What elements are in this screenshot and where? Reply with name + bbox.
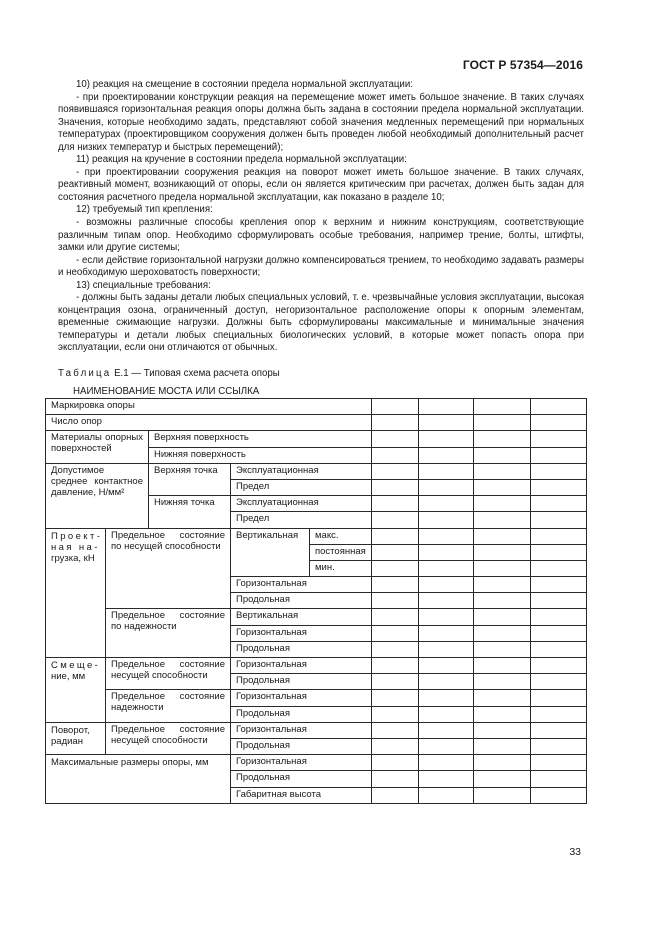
- value-cell[interactable]: [419, 674, 474, 690]
- value-cell[interactable]: [419, 560, 474, 576]
- longitudinal-label: Продольная: [231, 738, 372, 754]
- value-cell[interactable]: [531, 706, 587, 722]
- value-cell[interactable]: [531, 415, 587, 431]
- value-cell[interactable]: [531, 625, 587, 641]
- value-cell[interactable]: [372, 577, 419, 593]
- value-cell[interactable]: [372, 479, 419, 495]
- value-cell[interactable]: [531, 560, 587, 576]
- value-cell[interactable]: [372, 415, 419, 431]
- design-load-line: Проект-: [51, 530, 103, 542]
- value-cell[interactable]: [474, 787, 531, 803]
- value-cell[interactable]: [474, 447, 531, 463]
- value-cell[interactable]: [419, 593, 474, 609]
- paragraph: 10) реакция на смещение в состоянии предела нормальной эксплуатации:: [76, 79, 413, 90]
- value-cell[interactable]: [474, 560, 531, 576]
- value-cell[interactable]: [419, 496, 474, 512]
- value-cell[interactable]: [372, 496, 419, 512]
- horizontal-label: Горизонтальная: [231, 755, 372, 771]
- table-caption-title: Е.1 — Типовая схема расчета опоры: [114, 368, 280, 379]
- value-cell[interactable]: [419, 528, 474, 544]
- table-row: [46, 431, 587, 447]
- value-cell[interactable]: [419, 658, 474, 674]
- min-label: мин.: [310, 560, 372, 576]
- value-cell[interactable]: [474, 641, 531, 657]
- value-cell[interactable]: [474, 593, 531, 609]
- table-row: [46, 399, 587, 415]
- value-cell[interactable]: [474, 528, 531, 544]
- value-cell[interactable]: [531, 771, 587, 787]
- value-cell[interactable]: [474, 690, 531, 706]
- value-cell[interactable]: [531, 463, 587, 479]
- paragraph: - при проектировании сооружения реакция на поворот может иметь большое значение. В таких случаях, реактивный момент, возникающий от опоры, если он является критическим при расчетах, должен быть задан для состояния расчетного предела нормальной эксплуатации, как показано в разделе 10;: [58, 166, 584, 203]
- displacement-line: ние, мм: [51, 671, 86, 682]
- design-load-line: ная на-: [51, 541, 100, 553]
- value-cell[interactable]: [531, 674, 587, 690]
- value-cell[interactable]: [419, 738, 474, 754]
- value-cell[interactable]: [531, 787, 587, 803]
- value-cell[interactable]: [372, 722, 419, 738]
- value-cell[interactable]: [474, 512, 531, 528]
- paragraph: 11) реакция на кручение в состоянии предела нормальной эксплуатации:: [76, 154, 407, 166]
- value-cell[interactable]: [531, 593, 587, 609]
- horizontal-label: Горизонтальная: [231, 625, 372, 641]
- body-text: [58, 79, 584, 355]
- value-cell[interactable]: [531, 738, 587, 754]
- value-cell[interactable]: [531, 447, 587, 463]
- operational-label: Эксплуатационная: [231, 496, 372, 512]
- table-caption-label: Таблица: [58, 368, 112, 379]
- value-cell[interactable]: [372, 658, 419, 674]
- support-count-label: Число опор: [46, 415, 372, 431]
- value-cell[interactable]: [372, 544, 419, 560]
- value-cell[interactable]: [419, 447, 474, 463]
- displacement-line: Смеще-: [51, 660, 101, 671]
- horizontal-label: Горизонтальная: [231, 577, 372, 593]
- value-cell[interactable]: [531, 479, 587, 495]
- value-cell[interactable]: [531, 544, 587, 560]
- value-cell[interactable]: [531, 722, 587, 738]
- horizontal-label: Горизонтальная: [231, 658, 372, 674]
- value-cell[interactable]: [419, 706, 474, 722]
- value-cell[interactable]: [372, 641, 419, 657]
- value-cell[interactable]: [372, 755, 419, 771]
- paragraph: 12) требуемый тип крепления:: [76, 204, 213, 216]
- value-cell[interactable]: [474, 463, 531, 479]
- page-number: 33: [569, 846, 581, 858]
- value-cell[interactable]: [372, 560, 419, 576]
- value-cell[interactable]: [474, 674, 531, 690]
- value-cell[interactable]: [419, 609, 474, 625]
- value-cell[interactable]: [372, 447, 419, 463]
- value-cell[interactable]: [531, 609, 587, 625]
- longitudinal-label: Продольная: [231, 593, 372, 609]
- value-cell[interactable]: [474, 544, 531, 560]
- value-cell[interactable]: [531, 690, 587, 706]
- design-load-line: грузка, кН: [51, 552, 95, 564]
- rotation-label: Поворот, радиан: [46, 722, 106, 754]
- value-cell[interactable]: [372, 431, 419, 447]
- ls-bearing-label: Предельное состояние по несущей способности: [106, 528, 231, 609]
- value-cell[interactable]: [419, 479, 474, 495]
- value-cell[interactable]: [474, 658, 531, 674]
- value-cell[interactable]: [419, 512, 474, 528]
- value-cell[interactable]: [531, 577, 587, 593]
- value-cell[interactable]: [531, 399, 587, 415]
- value-cell[interactable]: [474, 706, 531, 722]
- max-label: макс.: [310, 528, 372, 544]
- value-cell[interactable]: [531, 512, 587, 528]
- value-cell[interactable]: [474, 415, 531, 431]
- table-row: [46, 415, 587, 431]
- value-cell[interactable]: [372, 738, 419, 754]
- value-cell[interactable]: [419, 771, 474, 787]
- value-cell[interactable]: [419, 787, 474, 803]
- horizontal-label: Горизонтальная: [231, 690, 372, 706]
- bridge-name-label: НАИМЕНОВАНИЕ МОСТА ИЛИ ССЫЛКА: [73, 386, 260, 397]
- value-cell[interactable]: [474, 771, 531, 787]
- value-cell[interactable]: [419, 544, 474, 560]
- longitudinal-label: Продольная: [231, 706, 372, 722]
- value-cell[interactable]: [372, 399, 419, 415]
- constant-label: постоянная: [310, 544, 372, 560]
- value-cell[interactable]: [419, 625, 474, 641]
- value-cell[interactable]: [474, 625, 531, 641]
- design-load-label: [46, 528, 106, 658]
- table-row: [46, 463, 587, 479]
- ls-bearing-label: Предельное состояние несущей способности: [106, 722, 231, 754]
- value-cell[interactable]: [372, 787, 419, 803]
- value-cell[interactable]: [531, 431, 587, 447]
- value-cell[interactable]: [531, 528, 587, 544]
- contact-pressure-label: Допустимое среднее контактное давление, Н/мм²: [46, 463, 149, 528]
- limit-label: Предел: [231, 512, 372, 528]
- table-row: [46, 690, 587, 706]
- paragraph: - если действие горизонтальной нагрузки должно компенсироваться трением, то необходимо задавать размеры и необходимую шероховатость поверхности;: [58, 254, 584, 279]
- longitudinal-label: Продольная: [231, 641, 372, 657]
- value-cell[interactable]: [419, 431, 474, 447]
- table-row: [46, 609, 587, 625]
- horizontal-label: Горизонтальная: [231, 722, 372, 738]
- value-cell[interactable]: [372, 528, 419, 544]
- table-row: [46, 755, 587, 771]
- table-caption: [58, 368, 280, 379]
- value-cell[interactable]: [474, 496, 531, 512]
- materials-label: Материалы опорных поверхностей: [46, 431, 149, 463]
- value-cell[interactable]: [419, 577, 474, 593]
- overall-height-label: Габаритная высота: [231, 787, 372, 803]
- value-cell[interactable]: [531, 755, 587, 771]
- paragraph: - возможны различные способы крепления опор к верхним и нижним конструкциям, соответствующие различным типам опор. Необходимо сформулировать особые требования, например трение, болты, штифты, замки или другие системы;: [58, 217, 584, 254]
- value-cell[interactable]: [474, 431, 531, 447]
- value-cell[interactable]: [372, 625, 419, 641]
- value-cell[interactable]: [531, 641, 587, 657]
- value-cell[interactable]: [474, 609, 531, 625]
- value-cell[interactable]: [474, 722, 531, 738]
- lower-point-label: Нижняя точка: [149, 496, 231, 528]
- value-cell[interactable]: [474, 479, 531, 495]
- paragraph: 13) специальные требования:: [76, 279, 211, 291]
- document-code: ГОСТ Р 57354—2016: [462, 58, 583, 72]
- value-cell[interactable]: [372, 593, 419, 609]
- value-cell[interactable]: [372, 690, 419, 706]
- value-cell[interactable]: [419, 641, 474, 657]
- value-cell[interactable]: [419, 463, 474, 479]
- table-row: [46, 528, 587, 544]
- value-cell[interactable]: [474, 755, 531, 771]
- value-cell[interactable]: [372, 463, 419, 479]
- vertical-label: Вертикальная: [231, 528, 310, 577]
- value-cell[interactable]: [372, 609, 419, 625]
- value-cell[interactable]: [372, 771, 419, 787]
- value-cell[interactable]: [531, 658, 587, 674]
- longitudinal-label: Продольная: [231, 674, 372, 690]
- table-row: [46, 722, 587, 738]
- value-cell[interactable]: [419, 415, 474, 431]
- bearing-spec-table: [45, 398, 587, 804]
- operational-label: Эксплуатационная: [231, 463, 372, 479]
- value-cell[interactable]: [372, 706, 419, 722]
- paragraph: - при проектировании конструкции реакция на перемещение может иметь большое значение. В таких случаях появившаяся горизонтальная реакция опоры должна быть задана в состоянии предела нормальной эксплуатации. Значения, которые необходимо задать, представляют собой значения медленных перемещений при нормальных температурах (проектировщиком сооружения должен быть проведен любой необходимый дополнительный расчет для низких температур и быстрых перемещений);: [58, 91, 584, 153]
- displacement-label: [46, 658, 106, 723]
- upper-surface-label: Верхняя поверхность: [149, 431, 372, 447]
- value-cell[interactable]: [372, 512, 419, 528]
- table-row: [46, 658, 587, 674]
- max-dims-label: Максимальные размеры опоры, мм: [46, 755, 231, 804]
- paragraph: - должны быть заданы детали любых специальных условий, т. е. чрезвычайные условия эксплуатации, высокая концентрация озона, ограниченный доступ, негоризонтальное расположение опоры к опорным элементам, временные сжимающие нагрузки. Должны быть сформулированы максимальные и минимальные значения температуры и детали любых специальных биологических условий, в которые может попасть опора при эксплуатации, если они отличаются от обычных.: [58, 292, 584, 354]
- value-cell[interactable]: [372, 674, 419, 690]
- longitudinal-label: Продольная: [231, 771, 372, 787]
- support-marking-label: Маркировка опоры: [46, 399, 372, 415]
- upper-point-label: Верхняя точка: [149, 463, 231, 495]
- value-cell[interactable]: [419, 690, 474, 706]
- ls-bearing-label: Предельное состояние несущей способности: [106, 658, 231, 690]
- value-cell[interactable]: [474, 577, 531, 593]
- value-cell[interactable]: [531, 496, 587, 512]
- value-cell[interactable]: [419, 722, 474, 738]
- value-cell[interactable]: [419, 755, 474, 771]
- value-cell[interactable]: [419, 399, 474, 415]
- lower-surface-label: Нижняя поверхность: [149, 447, 372, 463]
- value-cell[interactable]: [474, 399, 531, 415]
- ls-reliability-label: Предельное состояние по надежности: [106, 609, 231, 658]
- value-cell[interactable]: [474, 738, 531, 754]
- vertical-label: Вертикальная: [231, 609, 372, 625]
- ls-reliability-label: Предельное состояние надежности: [106, 690, 231, 722]
- limit-label: Предел: [231, 479, 372, 495]
